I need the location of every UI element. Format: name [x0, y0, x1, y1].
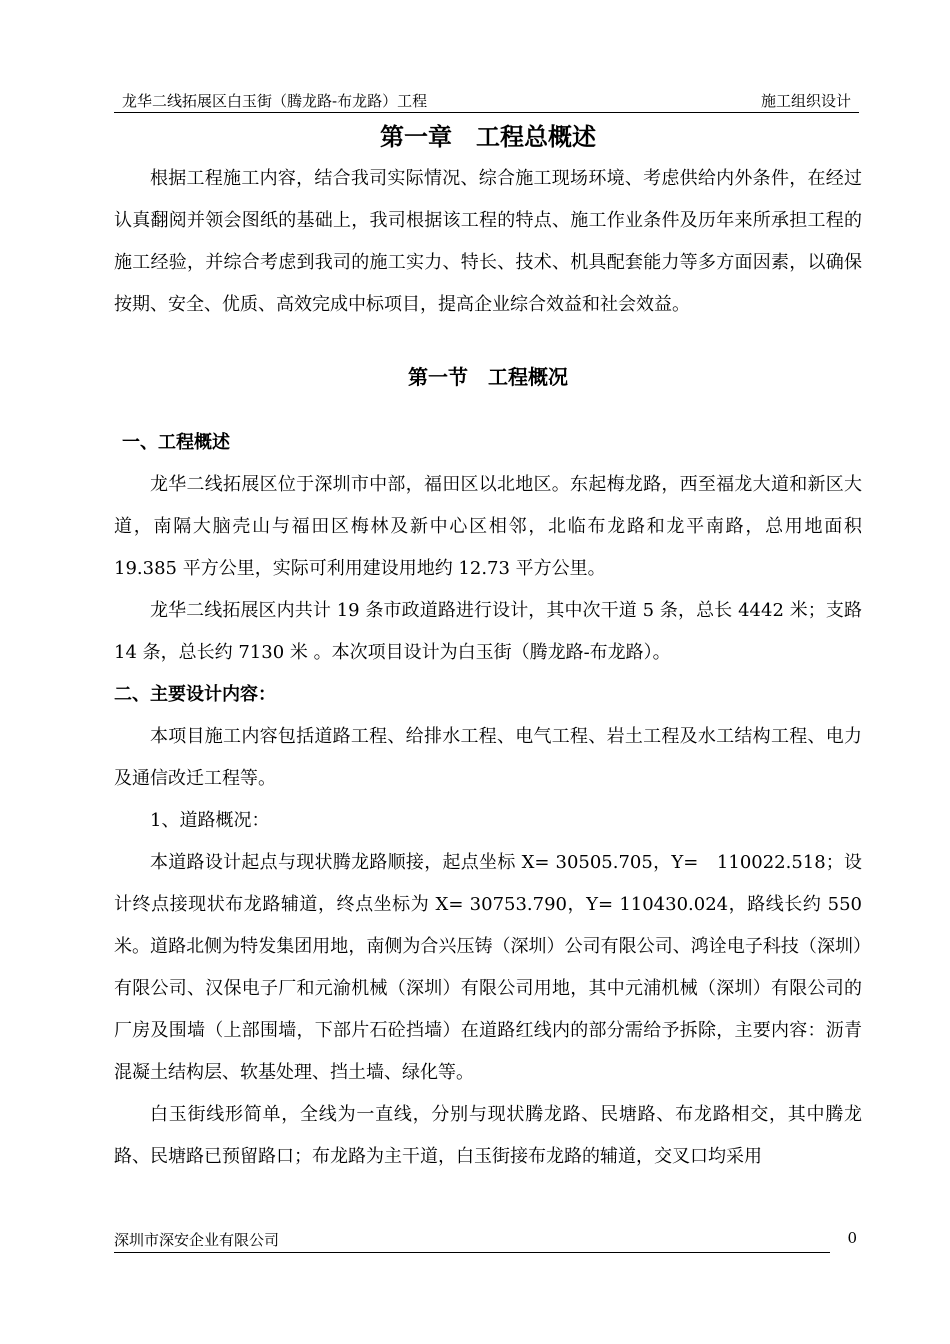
overview-paragraph-1: 龙华二线拓展区位于深圳市中部，福田区以北地区。东起梅龙路，西至福龙大道和新区大道，南隔大脑壳山与福田区梅林及新中心区相邻，北临布龙路和龙平南路，总用地面积 19.385 平方公里，实际可利用建设用地约 12.73 平方公里。	[114, 474, 862, 579]
page-footer	[114, 1226, 859, 1252]
design-heading: 二、主要设计内容：	[114, 684, 276, 705]
page-number: 0	[847, 1229, 857, 1247]
page-header	[114, 90, 859, 113]
section-title: 第一节 工程概况	[408, 365, 568, 389]
header-project-title: 龙华二线拓展区白玉街（腾龙路-布龙路）工程	[122, 92, 428, 110]
chapter-title: 第一章 工程总概述	[380, 122, 596, 151]
road-overview-subheading: 1、道路概况：	[150, 810, 270, 831]
overview-paragraph-2: 龙华二线拓展区内共计 19 条市政道路进行设计，其中次干道 5 条，总长 4442 米；支路 14 条，总长约 7130 米 。本次项目设计为白玉街（腾龙路-布龙路）。	[114, 600, 862, 663]
intro-paragraph: 根据工程施工内容，结合我司实际情况、综合施工现场环境、考虑供给内外条件，在经过认真翻阅并领会图纸的基础上，我司根据该工程的特点、施工作业条件及历年来所承担工程的施工经验，并综合考虑到我司的施工实力、特长、技术、机具配套能力等多方面因素，以确保按期、安全、优质、高效完成中标项目，提高企业综合效益和社会效益。	[114, 168, 862, 315]
header-doc-type: 施工组织设计	[760, 92, 851, 110]
design-paragraph-1: 本项目施工内容包括道路工程、给排水工程、电气工程、岩土工程及水工结构工程、电力及通信改迁工程等。	[114, 726, 862, 789]
document-body	[114, 120, 862, 1178]
design-paragraph-3: 白玉街线形简单，全线为一直线，分别与现状腾龙路、民塘路、布龙路相交，其中腾龙路、民塘路已预留路口；布龙路为主干道，白玉街接布龙路的辅道，交叉口均采用	[114, 1104, 862, 1167]
footer-company: 深圳市深安企业有限公司	[114, 1229, 830, 1253]
overview-heading: 一、工程概述	[122, 432, 230, 453]
design-paragraph-2: 本道路设计起点与现状腾龙路顺接，起点坐标 X= 30505.705，Y= 110022.518；设计终点接现状布龙路辅道，终点坐标为 X= 30753.790，Y= 110430.024，路线长约 550 米。道路北侧为特发集团用地，南侧为合兴压铸（深圳）公司有限公司、鸿诠电子科技（深圳）有限公司、汉保电子厂和元渝机械（深圳）有限公司用地，其中元浦机械（深圳）有限公司的厂房及围墙（上部围墙，下部片石砼挡墙）在道路红线内的部分需给予拆除，主要内容：沥青混凝土结构层、软基处理、挡土墙、绿化等。	[114, 852, 862, 1083]
